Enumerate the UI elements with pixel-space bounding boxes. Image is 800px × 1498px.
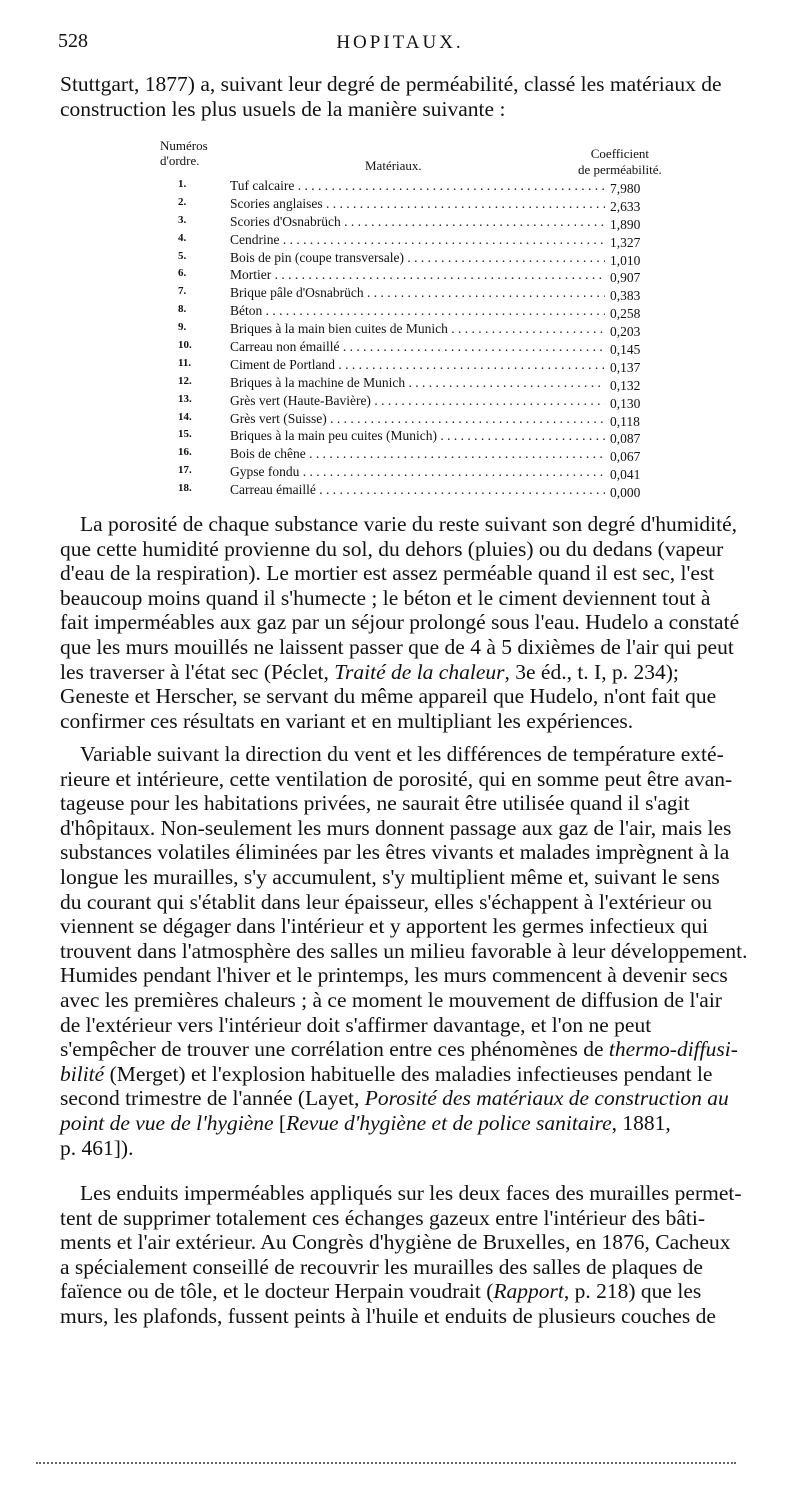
italic-title: point de vue de l'hygiène [60,1110,274,1135]
row-material: Carreau émaillé . . . [230,482,605,498]
row-number: 1. [178,178,187,190]
row-number: 4. [178,231,187,244]
italic-title: Rapport [493,1279,564,1304]
row-number: 5. [178,249,187,262]
row-number: 16. [178,446,192,459]
text-line: faïence ou de tôle, et le docteur Herpain voudrait (Rapport, p. 218) que les [60,1279,702,1304]
intro-paragraph [60,72,750,121]
italic-title: bilité [60,1061,105,1086]
row-number: 15. [178,428,192,441]
text-line: de l'extérieur vers l'intérieur doit s'affirmer davantage, et l'on ne peut [60,1012,652,1037]
row-number: 8. [178,303,187,316]
row-material: Gypse fondu . . . [230,464,605,480]
table-row [160,428,700,446]
text-line: s'empêcher de trouver une corrélation entre ces phénomènes de thermo-diffusi- [60,1037,738,1062]
text-line: tageuse pour les habitations privées, ne saurait être utilisée quand il s'agit [60,791,690,816]
row-coefficient: 0,000 [610,485,641,501]
table-row [160,357,700,375]
row-material: Bois de chêne . . . [230,446,605,462]
paragraph-1 [60,512,750,733]
running-title: HOPITAUX. [336,32,464,53]
row-material: Brique pâle d'Osnabrüch . . . [230,285,605,301]
text-line: Geneste et Herscher, se servant du même appareil que Hudelo, n'ont fait que [60,684,717,709]
row-coefficient: 0,383 [610,288,641,304]
row-coefficient: 1,010 [610,252,641,268]
text-line: viennent se dégager dans l'intérieur et y apportent les germes infectieux qui [60,914,709,939]
text-line: Stuttgart, 1877) a, suivant leur degré de perméabilité, classé les matériaux de [60,72,722,96]
row-number: 11. [178,356,192,369]
text-line: bilité (Merget) et l'explosion habituelle des maladies infectieuses pendant le [60,1061,713,1086]
text-line: substances volatiles éliminées par les êtres vivants et malades imprègnent à la [60,840,730,865]
table-row [160,178,700,196]
row-coefficient: 0,137 [610,359,641,375]
row-material: Scories d'Osnabrüch . . . [230,214,605,230]
text-line: fait imperméables aux gaz par un séjour prolongé sous l'eau. Hudelo a constaté [60,610,740,635]
page-number: 528 [58,30,88,52]
table-row [160,250,700,268]
text-line: rieure et intérieure, cette ventilation de porosité, qui en somme peut être avan- [60,766,733,791]
row-coefficient: 0,145 [610,342,641,358]
row-number: 17. [178,464,192,477]
row-material: Mortier . . . [230,267,605,283]
table-row [160,464,700,482]
row-number: 14. [178,410,192,423]
text-line: que les murs mouillés ne laissent passer que de 4 à 5 dixièmes de l'air qui peut [60,634,734,659]
text-line: d'hôpitaux. Non-seulement les murs donnent passage aux gaz de l'air, mais les [60,815,732,840]
table-row [160,482,700,500]
row-material: Tuf calcaire . . . [230,178,605,194]
row-coefficient: 2,633 [610,198,641,214]
row-coefficient: 0,041 [610,467,641,483]
text-line: p. 461]). [60,1135,134,1160]
row-coefficient: 1,890 [610,216,641,232]
italic-title: Porosité des matériaux de construction au [364,1086,729,1111]
table-row [160,446,700,464]
text-line: Les enduits imperméables appliqués sur les deux faces des murailles permet- [80,1181,742,1205]
footer-divider [36,1462,736,1464]
table-row [160,411,700,429]
text-line: confirmer ces résultats en variant et en multipliant les expériences. [60,708,634,733]
table-body [160,178,700,500]
text-line: second trimestre de l'année (Layet, Porosité des matériaux de construction au [60,1086,729,1111]
column-header-material: Matériaux. [365,158,422,173]
text-line: du courant qui s'établit dans leur épaisseur, elles s'échappent à l'extérieur ou [60,889,712,914]
row-number: 13. [178,392,192,405]
row-coefficient: 7,980 [610,181,641,196]
table-row [160,375,700,393]
column-header-number: Numéros d'ordre. [160,138,208,168]
table-row [160,303,700,321]
row-number: 3. [178,213,187,226]
text-line: construction les plus usuels de la manière suivante : [60,96,506,121]
column-header-coefficient: Coefficient de perméabilité. [578,146,662,177]
text-line: que cette humidité provienne du sol, du dehors (pluies) ou du dedans (vapeur [60,536,724,561]
italic-title: thermo-diffusi- [608,1037,738,1062]
row-material: Briques à la machine de Munich . . . [230,375,605,391]
row-material: Grès vert (Haute-Bavière) . . . [230,393,605,409]
page-header [0,30,800,60]
text-line: longue les murailles, s'y accumulent, s'y multiplient même et, suivant le sens [60,864,720,889]
text-line: a spécialement conseillé de recouvrir les murailles des salles de plaques de [60,1254,703,1279]
row-coefficient: 0,132 [610,377,641,393]
table-row [160,267,700,285]
row-material: Scories anglaises . . . [230,196,605,212]
row-coefficient: 0,907 [610,270,641,286]
table-row [160,339,700,357]
row-material: Briques à la main peu cuites (Munich) . . . [230,428,605,444]
row-material: Bois de pin (coupe transversale) . . . [230,250,605,266]
row-coefficient: 0,087 [610,431,641,447]
text-line: beaucoup moins quand il s'humecte ; le béton et le ciment deviennent tout à [60,585,711,610]
row-number: 9. [178,321,187,334]
row-number: 6. [178,267,187,280]
table-row [160,214,700,232]
row-material: Carreau non émaillé . . . [230,339,605,355]
row-coefficient: 0,130 [610,395,641,411]
text-line: d'eau de la respiration). Le mortier est assez perméable quand il est sec, l'est [60,561,715,586]
text-line: murs, les plafonds, fussent peints à l'huile et enduits de plusieurs couches de [60,1303,716,1328]
text-line: ments et l'air extérieur. Au Congrès d'hygiène de Bruxelles, en 1876, Cacheux [60,1230,731,1255]
table-row [160,321,700,339]
row-number: 7. [178,285,187,298]
row-number: 18. [178,482,192,495]
row-number: 10. [178,339,192,352]
row-number: 2. [178,195,187,208]
text-line: La porosité de chaque substance varie du reste suivant son degré d'humidité, [80,512,738,536]
row-coefficient: 0,067 [610,449,641,465]
text-line: point de vue de l'hygiène [Revue d'hygiène et de police sanitaire, 1881, [60,1110,671,1135]
text-line: les traverser à l'état sec (Péclet, Traité de la chaleur, 3e éd., t. I, p. 234); [60,659,679,684]
text-line: Humides pendant l'hiver et le printemps, les murs commencent à devenir secs [60,963,728,988]
text-line: avec les premières chaleurs ; à ce moment le mouvement de diffusion de l'air [60,987,722,1012]
row-coefficient: 1,327 [610,234,641,250]
text-line: Variable suivant la direction du vent et les différences de température exté- [80,742,724,766]
paragraph-3 [60,1181,750,1329]
table-row [160,285,700,303]
row-material: Ciment de Portland . . . [230,357,605,373]
row-coefficient: 0,118 [610,413,640,429]
row-number: 12. [178,374,192,387]
table-row [160,393,700,411]
row-coefficient: 0,258 [610,306,641,322]
paragraph-2 [60,742,750,1160]
row-material: Cendrine . . . [230,232,605,248]
text-line: tent de supprimer totalement ces échanges gazeux entre l'intérieur des bâti- [60,1205,706,1230]
row-coefficient: 0,203 [610,324,641,340]
italic-title: Traité de la chaleur [334,659,505,684]
table-row [160,232,700,250]
row-material: Briques à la main bien cuites de Munich . . . [230,321,605,337]
text-line: trouvent dans l'atmosphère des salles un milieu favorable à leur développement. [60,938,748,963]
row-material: Béton . . . [230,303,605,319]
table-row [160,196,700,214]
row-material: Grès vert (Suisse) . . . [230,411,605,427]
